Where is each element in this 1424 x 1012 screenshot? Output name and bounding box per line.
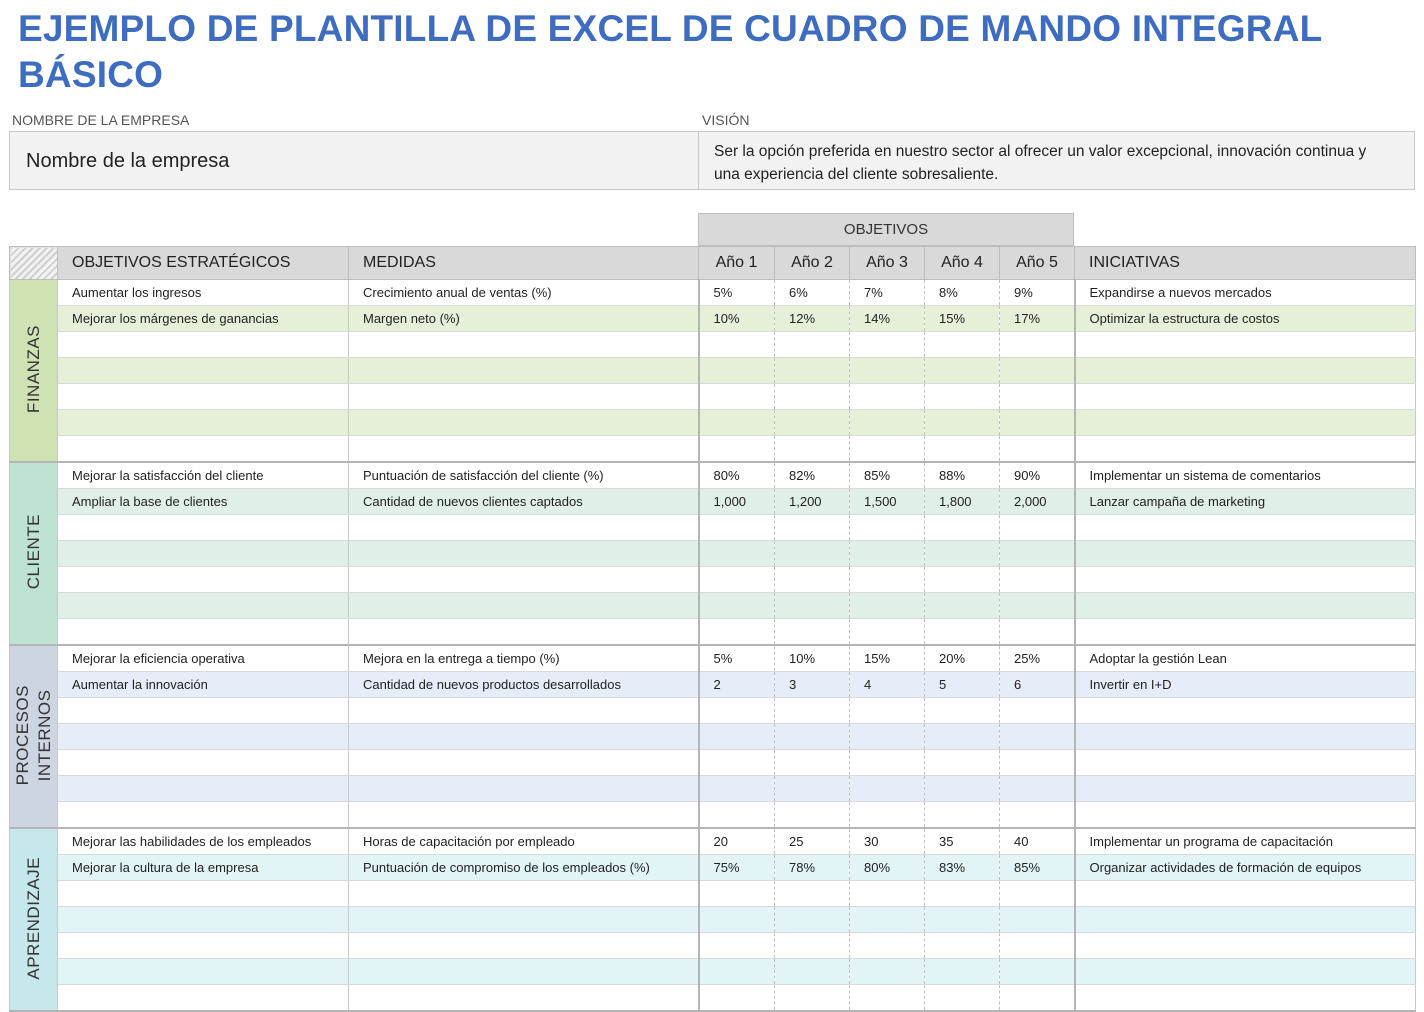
scorecard-table (9, 246, 1416, 1012)
category-label: APRENDIZAJE (23, 856, 43, 980)
year-1-cell[interactable] (699, 515, 775, 541)
strategic-objective-cell[interactable] (58, 358, 349, 384)
year-1-cell[interactable] (699, 881, 775, 907)
measure-cell[interactable] (349, 436, 699, 463)
header-measures: MEDIDAS (349, 247, 699, 280)
year-3-cell[interactable] (850, 933, 925, 959)
year-5-cell[interactable]: 6 (1000, 672, 1075, 698)
initiative-cell[interactable]: Organizar actividades de formación de equipos (1075, 855, 1416, 881)
year-2-cell[interactable]: 25 (775, 828, 850, 855)
year-3-cell[interactable] (850, 593, 925, 619)
year-2-cell[interactable] (775, 436, 850, 463)
strategic-objective-cell[interactable] (58, 593, 349, 619)
year-1-cell[interactable] (699, 802, 775, 829)
initiative-cell[interactable] (1075, 436, 1416, 463)
table-row (10, 410, 1416, 436)
year-5-cell[interactable]: 40 (1000, 828, 1075, 855)
strategic-objective-cell[interactable]: Mejorar la satisfacción del cliente (58, 462, 349, 489)
strategic-objective-cell[interactable] (58, 724, 349, 750)
initiative-cell[interactable]: Invertir en I+D (1075, 672, 1416, 698)
year-3-cell[interactable] (850, 358, 925, 384)
year-3-cell[interactable] (850, 802, 925, 829)
year-5-cell[interactable] (1000, 384, 1075, 410)
measure-cell[interactable] (349, 985, 699, 1012)
strategic-objective-cell[interactable] (58, 907, 349, 933)
table-row (10, 959, 1416, 985)
category-aprendizaje (10, 828, 58, 1011)
table-row (10, 384, 1416, 410)
year-1-cell[interactable]: 80% (699, 462, 775, 489)
initiative-cell[interactable] (1075, 384, 1416, 410)
header-year-3: Año 3 (850, 247, 925, 280)
year-2-cell[interactable] (775, 959, 850, 985)
measure-cell[interactable] (349, 358, 699, 384)
initiative-cell[interactable] (1075, 881, 1416, 907)
measure-cell[interactable] (349, 881, 699, 907)
year-4-cell[interactable] (925, 541, 1000, 567)
year-1-cell[interactable] (699, 959, 775, 985)
strategic-objective-cell[interactable] (58, 933, 349, 959)
table-row (10, 515, 1416, 541)
measure-cell[interactable]: Mejora en la entrega a tiempo (%) (349, 645, 699, 672)
table-row (10, 672, 1416, 698)
year-3-cell[interactable] (850, 907, 925, 933)
header-strategic-objectives: OBJETIVOS ESTRATÉGICOS (58, 247, 349, 280)
year-2-cell[interactable] (775, 802, 850, 829)
table-row (10, 724, 1416, 750)
strategic-objective-cell[interactable] (58, 802, 349, 829)
year-3-cell[interactable] (850, 410, 925, 436)
strategic-objective-cell[interactable]: Mejorar los márgenes de ganancias (58, 306, 349, 332)
measure-cell[interactable]: Crecimiento anual de ventas (%) (349, 280, 699, 306)
year-5-cell[interactable] (1000, 985, 1075, 1012)
year-4-cell[interactable] (925, 358, 1000, 384)
initiative-cell[interactable] (1075, 724, 1416, 750)
year-3-cell[interactable] (850, 985, 925, 1012)
year-3-cell[interactable] (850, 619, 925, 646)
strategic-objective-cell[interactable] (58, 515, 349, 541)
year-1-cell[interactable]: 20 (699, 828, 775, 855)
year-4-cell[interactable] (925, 593, 1000, 619)
strategic-objective-cell[interactable] (58, 959, 349, 985)
year-4-cell[interactable]: 15% (925, 306, 1000, 332)
header-year-2: Año 2 (775, 247, 850, 280)
year-4-cell[interactable]: 8% (925, 280, 1000, 306)
initiative-cell[interactable] (1075, 802, 1416, 829)
year-4-cell[interactable] (925, 515, 1000, 541)
year-3-cell[interactable]: 85% (850, 462, 925, 489)
year-5-cell[interactable] (1000, 619, 1075, 646)
year-1-cell[interactable]: 2 (699, 672, 775, 698)
table-row (10, 985, 1416, 1012)
year-3-cell[interactable] (850, 698, 925, 724)
measure-cell[interactable] (349, 384, 699, 410)
year-1-cell[interactable] (699, 436, 775, 463)
year-2-cell[interactable] (775, 750, 850, 776)
measure-cell[interactable]: Margen neto (%) (349, 306, 699, 332)
year-4-cell[interactable] (925, 802, 1000, 829)
table-row (10, 750, 1416, 776)
measure-cell[interactable]: Cantidad de nuevos productos desarrollados (349, 672, 699, 698)
year-1-cell[interactable] (699, 724, 775, 750)
year-2-cell[interactable] (775, 881, 850, 907)
year-2-cell[interactable]: 78% (775, 855, 850, 881)
strategic-objective-cell[interactable] (58, 619, 349, 646)
year-4-cell[interactable] (925, 724, 1000, 750)
scorecard-body (10, 280, 1416, 1012)
measure-cell[interactable] (349, 567, 699, 593)
table-row (10, 462, 1416, 489)
category-label: PROCESOS INTERNOS (12, 684, 54, 786)
company-name-label: NOMBRE DE LA EMPRESA (12, 112, 190, 128)
measure-cell[interactable] (349, 593, 699, 619)
year-1-cell[interactable]: 5% (699, 645, 775, 672)
year-3-cell[interactable]: 15% (850, 645, 925, 672)
year-1-cell[interactable] (699, 907, 775, 933)
strategic-objective-cell[interactable] (58, 436, 349, 463)
table-row (10, 698, 1416, 724)
year-5-cell[interactable] (1000, 332, 1075, 358)
year-4-cell[interactable] (925, 881, 1000, 907)
strategic-objective-cell[interactable]: Aumentar la innovación (58, 672, 349, 698)
initiative-cell[interactable] (1075, 907, 1416, 933)
year-5-cell[interactable] (1000, 881, 1075, 907)
initiative-cell[interactable] (1075, 619, 1416, 646)
strategic-objective-cell[interactable] (58, 750, 349, 776)
year-5-cell[interactable] (1000, 541, 1075, 567)
initiative-cell[interactable]: Adoptar la gestión Lean (1075, 645, 1416, 672)
year-2-cell[interactable] (775, 933, 850, 959)
initiative-cell[interactable]: Lanzar campaña de marketing (1075, 489, 1416, 515)
year-5-cell[interactable] (1000, 358, 1075, 384)
year-4-cell[interactable] (925, 776, 1000, 802)
header-year-4: Año 4 (925, 247, 1000, 280)
measure-cell[interactable] (349, 933, 699, 959)
initiative-cell[interactable] (1075, 541, 1416, 567)
year-5-cell[interactable]: 90% (1000, 462, 1075, 489)
measure-cell[interactable] (349, 959, 699, 985)
measure-cell[interactable] (349, 410, 699, 436)
year-5-cell[interactable] (1000, 802, 1075, 829)
initiative-cell[interactable] (1075, 410, 1416, 436)
year-3-cell[interactable]: 30 (850, 828, 925, 855)
page-title: EJEMPLO DE PLANTILLA DE EXCEL DE CUADRO DE MANDO INTEGRAL BÁSICO (18, 8, 1322, 95)
year-3-cell[interactable] (850, 881, 925, 907)
category-label: FINANZAS (23, 324, 43, 414)
table-row (10, 776, 1416, 802)
initiative-cell[interactable] (1075, 776, 1416, 802)
measure-cell[interactable] (349, 515, 699, 541)
year-2-cell[interactable] (775, 541, 850, 567)
year-5-cell[interactable]: 2,000 (1000, 489, 1075, 515)
strategic-objective-cell[interactable]: Ampliar la base de clientes (58, 489, 349, 515)
year-3-cell[interactable] (850, 384, 925, 410)
year-4-cell[interactable] (925, 985, 1000, 1012)
year-1-cell[interactable] (699, 384, 775, 410)
measure-cell[interactable] (349, 541, 699, 567)
strategic-objective-cell[interactable]: Aumentar los ingresos (58, 280, 349, 306)
year-1-cell[interactable] (699, 750, 775, 776)
objectives-group-header: OBJETIVOS (698, 213, 1074, 246)
year-2-cell[interactable] (775, 567, 850, 593)
year-2-cell[interactable] (775, 619, 850, 646)
year-5-cell[interactable] (1000, 750, 1075, 776)
initiative-cell[interactable] (1075, 358, 1416, 384)
table-row (10, 489, 1416, 515)
year-2-cell[interactable] (775, 724, 850, 750)
year-1-cell[interactable]: 1,000 (699, 489, 775, 515)
year-1-cell[interactable] (699, 332, 775, 358)
strategic-objective-cell[interactable] (58, 332, 349, 358)
year-1-cell[interactable] (699, 541, 775, 567)
year-4-cell[interactable] (925, 384, 1000, 410)
hatch-corner-cell (10, 247, 58, 280)
year-5-cell[interactable] (1000, 515, 1075, 541)
table-row (10, 306, 1416, 332)
category-procesos-internos (10, 645, 58, 828)
year-5-cell[interactable]: 17% (1000, 306, 1075, 332)
year-4-cell[interactable] (925, 567, 1000, 593)
vision-label: VISIÓN (702, 112, 750, 128)
initiative-cell[interactable] (1075, 332, 1416, 358)
year-2-cell[interactable]: 6% (775, 280, 850, 306)
measure-cell[interactable] (349, 332, 699, 358)
year-4-cell[interactable] (925, 959, 1000, 985)
measure-cell[interactable] (349, 698, 699, 724)
initiative-cell[interactable] (1075, 567, 1416, 593)
company-name-field[interactable]: Nombre de la empresa (9, 131, 699, 190)
table-row (10, 855, 1416, 881)
measure-cell[interactable]: Horas de capacitación por empleado (349, 828, 699, 855)
year-4-cell[interactable] (925, 619, 1000, 646)
initiative-cell[interactable]: Expandirse a nuevos mercados (1075, 280, 1416, 306)
year-4-cell[interactable] (925, 933, 1000, 959)
year-3-cell[interactable]: 1,500 (850, 489, 925, 515)
table-row (10, 358, 1416, 384)
year-1-cell[interactable] (699, 410, 775, 436)
year-5-cell[interactable] (1000, 410, 1075, 436)
year-4-cell[interactable] (925, 410, 1000, 436)
measure-cell[interactable]: Puntuación de compromiso de los empleados (%) (349, 855, 699, 881)
measure-cell[interactable] (349, 776, 699, 802)
year-1-cell[interactable]: 75% (699, 855, 775, 881)
year-2-cell[interactable] (775, 593, 850, 619)
year-4-cell[interactable] (925, 698, 1000, 724)
year-5-cell[interactable]: 9% (1000, 280, 1075, 306)
initiative-cell[interactable] (1075, 933, 1416, 959)
year-1-cell[interactable] (699, 593, 775, 619)
measure-cell[interactable]: Puntuación de satisfacción del cliente (%) (349, 462, 699, 489)
year-1-cell[interactable] (699, 985, 775, 1012)
strategic-objective-cell[interactable] (58, 541, 349, 567)
year-1-cell[interactable] (699, 698, 775, 724)
table-row (10, 593, 1416, 619)
header-year-1: Año 1 (699, 247, 775, 280)
measure-cell[interactable] (349, 619, 699, 646)
initiative-cell[interactable]: Implementar un sistema de comentarios (1075, 462, 1416, 489)
table-row (10, 567, 1416, 593)
category-label: CLIENTE (23, 514, 43, 590)
measure-cell[interactable] (349, 802, 699, 829)
strategic-objective-cell[interactable] (58, 384, 349, 410)
strategic-objective-cell[interactable] (58, 698, 349, 724)
year-4-cell[interactable]: 35 (925, 828, 1000, 855)
year-3-cell[interactable] (850, 541, 925, 567)
year-2-cell[interactable]: 1,200 (775, 489, 850, 515)
table-row (10, 828, 1416, 855)
table-row (10, 541, 1416, 567)
year-5-cell[interactable]: 25% (1000, 645, 1075, 672)
year-2-cell[interactable] (775, 907, 850, 933)
year-4-cell[interactable] (925, 332, 1000, 358)
measure-cell[interactable] (349, 724, 699, 750)
year-3-cell[interactable] (850, 959, 925, 985)
year-4-cell[interactable] (925, 436, 1000, 463)
initiative-cell[interactable] (1075, 959, 1416, 985)
year-5-cell[interactable] (1000, 436, 1075, 463)
initiative-cell[interactable] (1075, 985, 1416, 1012)
year-5-cell[interactable] (1000, 776, 1075, 802)
year-5-cell[interactable] (1000, 907, 1075, 933)
year-2-cell[interactable] (775, 332, 850, 358)
table-row (10, 619, 1416, 646)
initiative-cell[interactable] (1075, 593, 1416, 619)
year-1-cell[interactable] (699, 776, 775, 802)
category-cliente (10, 462, 58, 645)
initiative-cell[interactable] (1075, 750, 1416, 776)
year-4-cell[interactable]: 1,800 (925, 489, 1000, 515)
year-3-cell[interactable]: 80% (850, 855, 925, 881)
year-3-cell[interactable]: 4 (850, 672, 925, 698)
year-1-cell[interactable]: 5% (699, 280, 775, 306)
year-5-cell[interactable] (1000, 593, 1075, 619)
year-1-cell[interactable]: 10% (699, 306, 775, 332)
year-5-cell[interactable] (1000, 567, 1075, 593)
initiative-cell[interactable] (1075, 698, 1416, 724)
year-5-cell[interactable]: 85% (1000, 855, 1075, 881)
year-2-cell[interactable]: 3 (775, 672, 850, 698)
year-4-cell[interactable]: 20% (925, 645, 1000, 672)
year-3-cell[interactable] (850, 750, 925, 776)
year-2-cell[interactable] (775, 985, 850, 1012)
year-4-cell[interactable] (925, 750, 1000, 776)
initiative-cell[interactable]: Implementar un programa de capacitación (1075, 828, 1416, 855)
year-1-cell[interactable] (699, 619, 775, 646)
table-row (10, 881, 1416, 907)
category-finanzas (10, 280, 58, 463)
year-2-cell[interactable] (775, 515, 850, 541)
strategic-objective-cell[interactable] (58, 985, 349, 1012)
year-2-cell[interactable] (775, 776, 850, 802)
initiative-cell[interactable]: Optimizar la estructura de costos (1075, 306, 1416, 332)
year-2-cell[interactable]: 12% (775, 306, 850, 332)
year-3-cell[interactable] (850, 332, 925, 358)
initiative-cell[interactable] (1075, 515, 1416, 541)
table-row (10, 645, 1416, 672)
table-row (10, 436, 1416, 463)
year-1-cell[interactable] (699, 933, 775, 959)
year-3-cell[interactable] (850, 567, 925, 593)
year-5-cell[interactable] (1000, 959, 1075, 985)
year-3-cell[interactable]: 14% (850, 306, 925, 332)
year-2-cell[interactable] (775, 358, 850, 384)
measure-cell[interactable]: Cantidad de nuevos clientes captados (349, 489, 699, 515)
table-row (10, 907, 1416, 933)
strategic-objective-cell[interactable]: Mejorar las habilidades de los empleados (58, 828, 349, 855)
strategic-objective-cell[interactable] (58, 567, 349, 593)
year-4-cell[interactable]: 83% (925, 855, 1000, 881)
strategic-objective-cell[interactable]: Mejorar la eficiencia operativa (58, 645, 349, 672)
vision-field[interactable]: Ser la opción preferida en nuestro sector al ofrecer un valor excepcional, innovación continua y una experiencia del cliente sobresaliente. (699, 131, 1415, 190)
year-1-cell[interactable] (699, 567, 775, 593)
strategic-objective-cell[interactable] (58, 881, 349, 907)
year-3-cell[interactable] (850, 436, 925, 463)
year-5-cell[interactable] (1000, 698, 1075, 724)
year-4-cell[interactable]: 5 (925, 672, 1000, 698)
year-3-cell[interactable] (850, 776, 925, 802)
header-initiatives: INICIATIVAS (1075, 247, 1416, 280)
year-5-cell[interactable] (1000, 933, 1075, 959)
strategic-objective-cell[interactable]: Mejorar la cultura de la empresa (58, 855, 349, 881)
table-row (10, 802, 1416, 829)
table-row (10, 933, 1416, 959)
year-3-cell[interactable]: 7% (850, 280, 925, 306)
strategic-objective-cell[interactable] (58, 410, 349, 436)
table-row (10, 332, 1416, 358)
year-3-cell[interactable] (850, 724, 925, 750)
year-2-cell[interactable] (775, 410, 850, 436)
header-year-5: Año 5 (1000, 247, 1075, 280)
year-2-cell[interactable] (775, 384, 850, 410)
year-4-cell[interactable]: 88% (925, 462, 1000, 489)
year-2-cell[interactable]: 10% (775, 645, 850, 672)
strategic-objective-cell[interactable] (58, 776, 349, 802)
year-1-cell[interactable] (699, 358, 775, 384)
header-row (10, 247, 1416, 280)
measure-cell[interactable] (349, 907, 699, 933)
year-4-cell[interactable] (925, 907, 1000, 933)
year-5-cell[interactable] (1000, 724, 1075, 750)
year-2-cell[interactable]: 82% (775, 462, 850, 489)
table-row (10, 280, 1416, 306)
year-3-cell[interactable] (850, 515, 925, 541)
measure-cell[interactable] (349, 750, 699, 776)
year-2-cell[interactable] (775, 698, 850, 724)
